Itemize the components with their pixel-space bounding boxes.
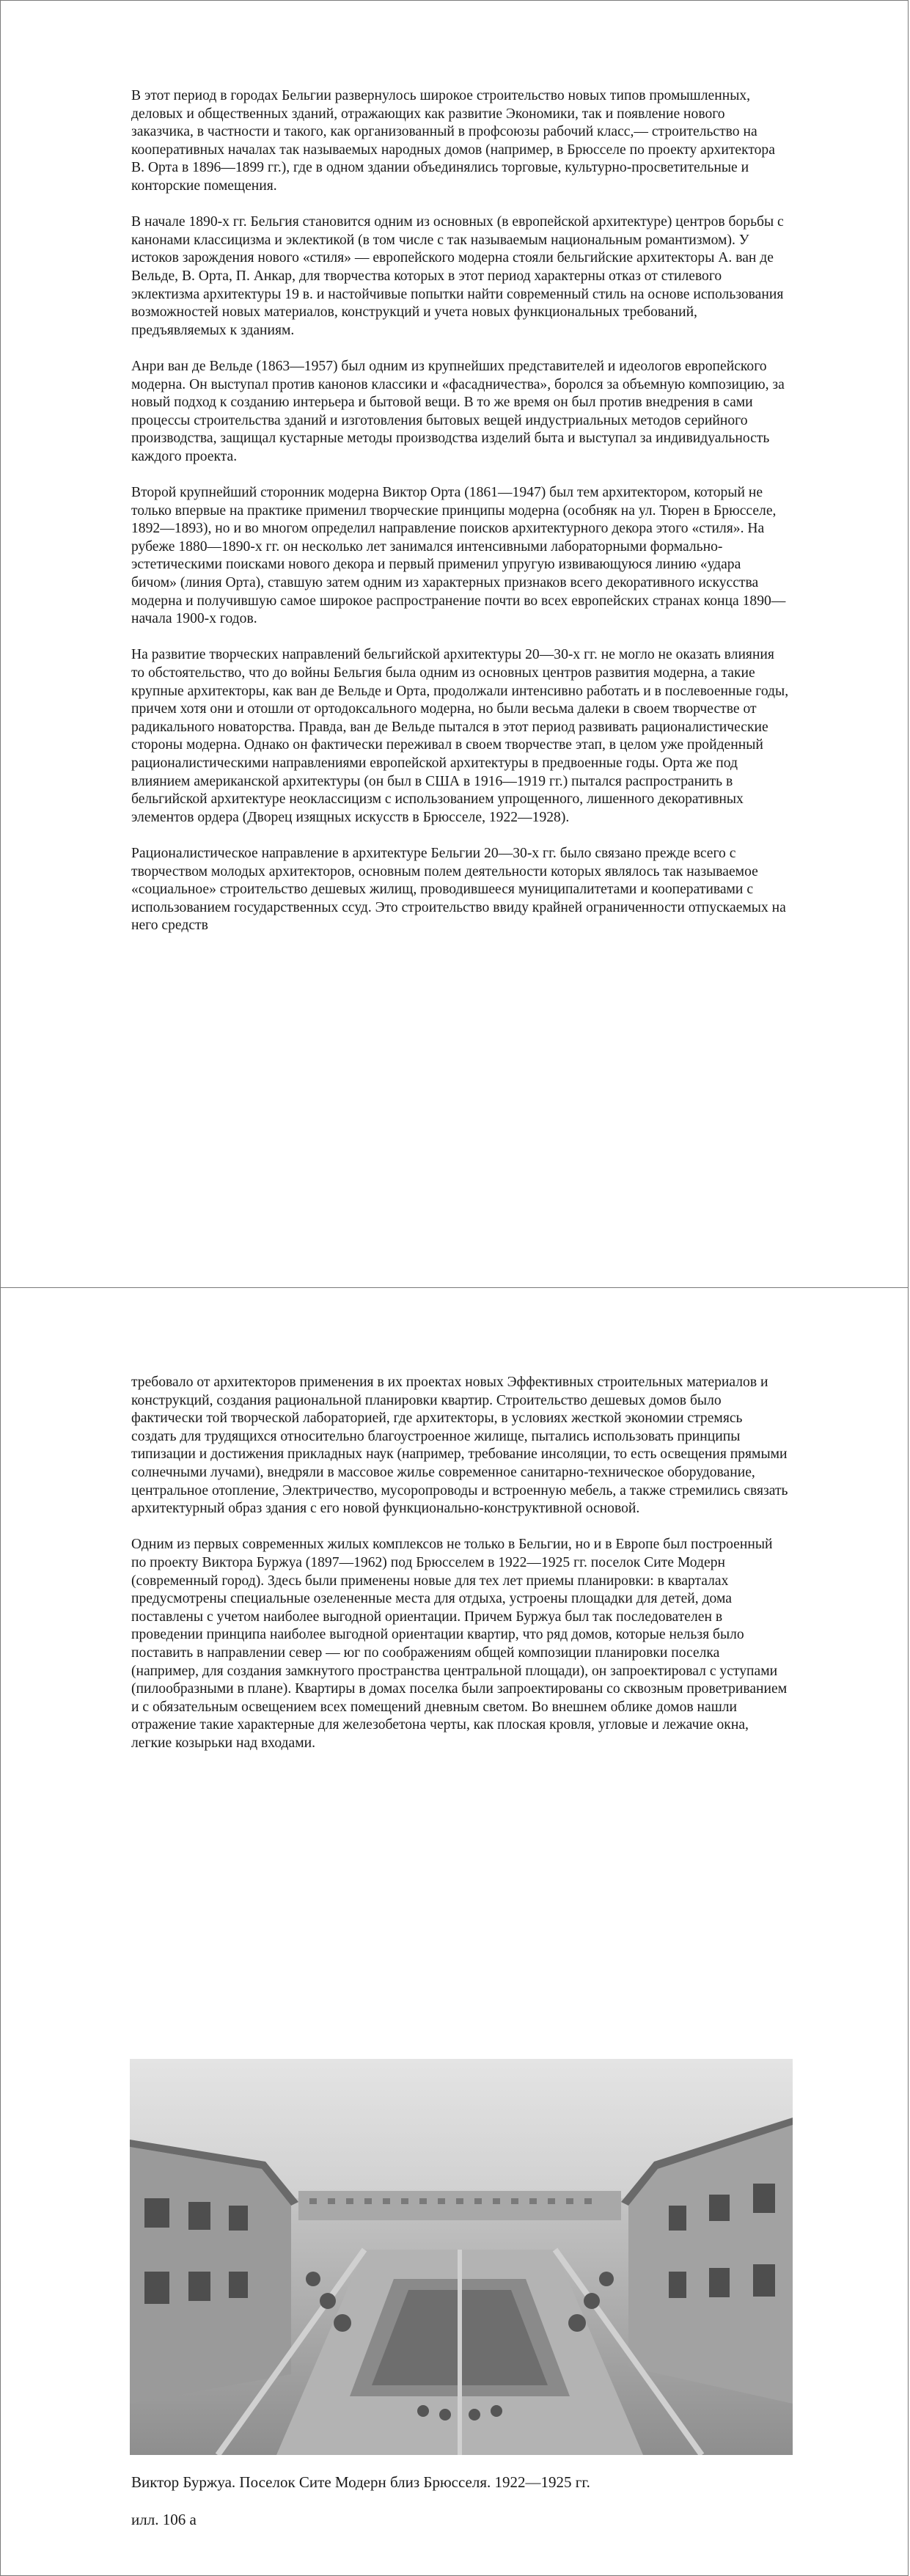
photo-illustration [130,2059,793,2455]
figure-caption: Виктор Буржуа. Поселок Сите Модерн близ Брюсселя. 1922—1925 гг. [131,2473,590,2491]
page-1 [0,0,909,1289]
page-1-text [131,87,790,954]
paragraph: Рационалистическое направление в архитектуре Бельгии 20—30-х гг. было связано прежде всего с творчеством молодых архитекторов, основным полем деятельности которых являлось так называемое «социальное» строительство дешевых жилищ, проводившееся муниципалитетами и кооперативами с использованием государственных ссуд. Это строительство ввиду крайней ограниченности отпускаемых на него средств [131,845,786,934]
page-2-text [131,1374,790,1771]
paragraph: Одним из первых современных жилых комплексов не только в Бельгии, но и в Европе был построенный по проекту Виктора Буржуа (1897—1962) под Брюсселем в 1922—1925 гг. поселок Сите Модерн (современный город). Здесь были применены новые для тех лет приемы планировки: в кварталах предусмотрены специальные озелененные места для отдыха, устроены площадки для детей, дома поставлены с учетом наиболее выгодной ориентации. Причем Буржуа был так последователен в проведении принципа наиболее выгодной ориентации квартир, что ряд домов, которые нельзя было поставить в направлении север — юг по соображениям общей композиции планировки поселка (например, для создания замкнутого пространства центральной площади), он запроектировал с уступами (пилообразными в плане). Квартиры в домах поселка были запроектированы со сквозным проветриванием и с обязательным освещением всех помещений дневным светом. Во внешнем облике домов нашли отражение такие характерные для железобетона черты, как плоская кровля, угловые и лежачие окна, легкие козырьки над входами. [131,1537,788,1751]
paragraph: В начале 1890-х гг. Бельгия становится одним из основных (в европейской архитектуре) центров борьбы с канонами классицизма и эклектикой (в том числе с так называемым национальным романтизмом). У истоков зарождения нового «стиля» — европейского модерна стояли бельгийские архитекторы А. ван де Вельде, В. Орта, П. Анкар, для творчества которых в этот период характерны отказ от стилевого эклектизма архитектуры 19 в. и настойчивые попытки найти современный стиль на основе использования возможностей новых материалов, конструкций и учета новых функциональных требований, предъявляемых к зданиям. [131,214,784,338]
paragraph: На развитие творческих направлений бельгийской архитектуры 20—30-х гг. не могло не оказать влияния то обстоятельство, что до войны Бельгия была одним из основных центров развития модерна, а такие крупные архитекторы, как ван де Вельде и Орта, продолжали интенсивно работать и в послевоенные годы, причем хотя они и отошли от ортодоксального модерна, но были весьма далеки в своем творчестве от радикального новаторства. Правда, ван де Вельде пытался в этот период развивать рационалистические стороны модерна. Однако он фактически переживал в своем творчестве этап, в целом уже пройденный рационалистическими направлениями европейской архитектуры в предвоенные годы. Орта же под влиянием американской архитектуры (он был в США в 1916—1919 гг.) пытался распространить в бельгийской архитектуре неоклассицизм с использованием упрощенного, лишенного декоративных элементов ордера (Дворец изящных искусств в Брюсселе, 1922—1928). [131,647,789,825]
page-2 [0,1287,909,2576]
paragraph: В этот период в городах Бельгии развернулось широкое строительство новых типов промышленных, деловых и общественных зданий, отражающих как развитие Экономики, так и появление нового заказчика, в частности и такого, как организованный в профсоюзы рабочий класс,— строительство на кооперативных началах так называемых народных домов (например, в Брюсселе по проекту архитектора В. Орта в 1896—1899 гг.), где в одном здании объединялись торговые, культурно-просветительные и конторские помещения. [131,88,775,194]
paragraph: Анри ван де Вельде (1863—1957) был одним из крупнейших представителей и идеологов европейского модерна. Он выступал против канонов классики и «фасадничества», боролся за объемную композицию, за новый подход к созданию интерьера и бытовой вещи. В то же время он был против внедрения в сами процессы строительства зданий и изготовления бытовых вещей индустриальных методов серийного производства, защищал кустарные методы производства изделий быта и выступал за индивидуальность каждого проекта. [131,358,785,464]
paragraph: Второй крупнейший сторонник модерна Виктор Орта (1861—1947) был тем архитектором, который не только впервые на практике применил творческие принципы модерна (особняк на ул. Тюрен в Брюсселе, 1892—1893), но и во многом определил направление поисков архитектурного декора этого «стиля». На рубеже 1880—1890-х гг. он несколько лет занимался интенсивными лабораторными формально-эстетическими поисками нового декора и первый применил упругую извивающуюся линию «удара бичом» (линия Орта), ставшую затем одним из характерных признаков всего декоративного искусства модерна и получившую самое широкое распространение почти во всех европейских странах конца 1890— начала 1900-х годов. [131,485,786,627]
paragraph: требовало от архитекторов применения в их проектах новых Эффективных строительных материалов и конструкций, создания рациональной планировки квартир. Строительство дешевых домов было фактически той творческой лабораторией, где архитекторы, в условиях жесткой экономии стремясь создать для трудящихся относительно благоустроенное жилище, пытались использовать принципы типизации и достижения прикладных наук (например, требование инсоляции, то есть освещения прямыми солнечными лучами), внедряли в массовое жилье современное санитарно-техническое оборудование, центральное отопление, Электричество, мусоропроводы и встроенную мебель, а также стремились связать архитектурный образ здания с его новой функционально-конструктивной основой. [131,1375,788,1517]
figure-cite-moderne-photo [130,2059,793,2455]
figure-reference: илл. 106 а [131,2511,197,2528]
